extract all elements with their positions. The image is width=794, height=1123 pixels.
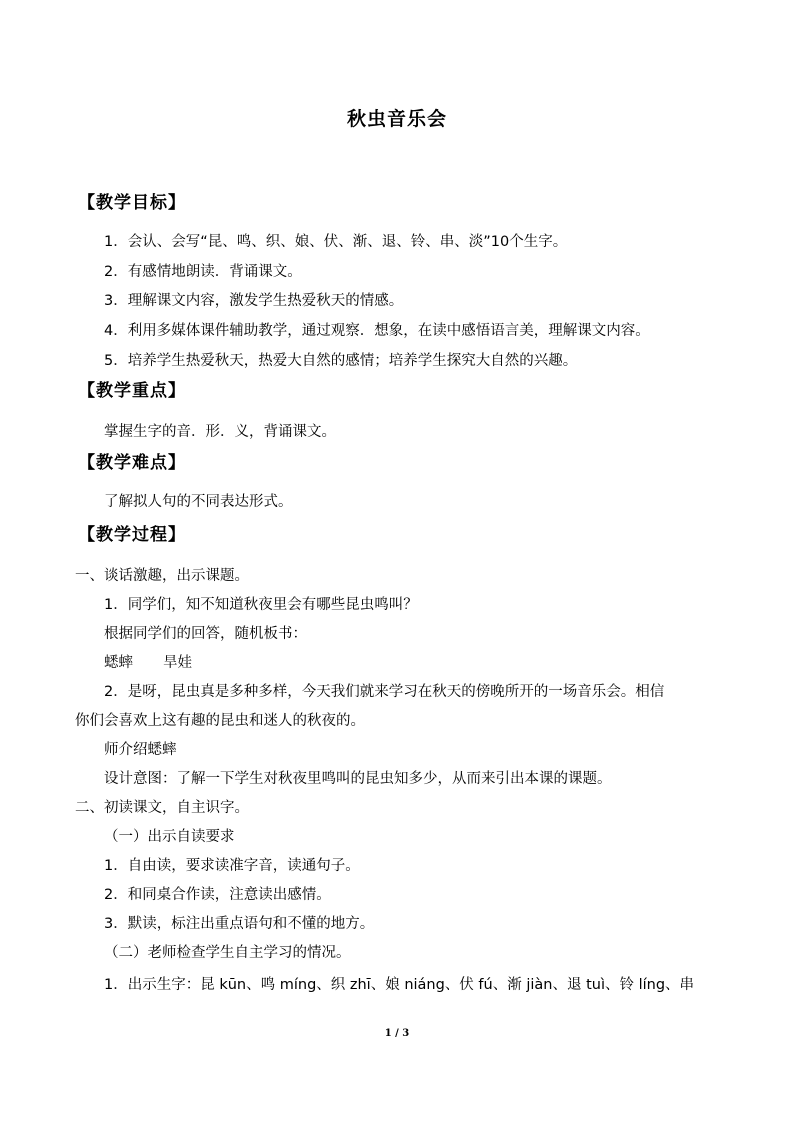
key-points-text: 掌握生字的音．形．义，背诵课文。 [104, 424, 336, 440]
difficulty-heading: 【教学难点】 [78, 453, 186, 473]
page-indicator: 1 / 3 [384, 1028, 410, 1039]
part2-item-2: 2．和同桌合作读，注意读出感情。 [104, 887, 331, 903]
goal-item-3: 3．理解课文内容，激发学生热爱秋天的情感。 [104, 293, 404, 309]
goal-item-5: 5．培养学生热爱秋天，热爱大自然的感情；培养学生探究大自然的兴趣。 [104, 353, 578, 369]
part1-item2-line1: 2．是呀，昆虫真是多种多样，今天我们就来学习在秋天的傍晚所开的一场音乐会。相信 [104, 684, 665, 700]
part2-subheading-1: （一）出示自读要求 [104, 829, 235, 845]
part1-board-writing [104, 653, 192, 673]
board-word-cricket: 蟋蟀 [104, 655, 133, 671]
part2-item-3: 3．默读，标注出重点语句和不懂的地方。 [104, 916, 375, 932]
part2-new-characters: 1．出示生字：昆 kūn、鸣 míng、织 zhī、娘 niáng、伏 fú、渐 jiàn、退 tuì、铃 líng、串 [104, 977, 695, 993]
key-points-heading: 【教学重点】 [78, 381, 186, 401]
part1-question: 1．同学们，知不知道秋夜里会有哪些昆虫鸣叫？ [104, 597, 418, 613]
goal-item-4: 4．利用多媒体课件辅助教学，通过观察．想象，在读中感悟语言美，理解课文内容。 [104, 323, 650, 339]
part1-answer-note: 根据同学们的回答，随机板书： [104, 626, 307, 642]
part1-item2-line2: 你们会喜欢上这有趣的昆虫和迷人的秋夜的。 [75, 713, 365, 729]
difficulty-text: 了解拟人句的不同表达形式。 [104, 494, 293, 510]
board-word-frog: 旱娃 [163, 655, 192, 671]
part1-title: 一、谈话激趣，出示课题。 [75, 568, 249, 584]
goal-item-2: 2．有感情地朗读．背诵课文。 [104, 264, 302, 280]
page-title: 秋虫音乐会 [346, 108, 447, 130]
part1-design-intent: 设计意图：了解一下学生对秋夜里鸣叫的昆虫知多少，从而来引出本课的课题。 [104, 771, 612, 787]
part2-title: 二、初读课文，自主识字。 [75, 800, 249, 816]
part2-item-1: 1．自由读，要求读准字音，读通句子。 [104, 858, 360, 874]
goal-item-1: 1．会认、会写“昆、鸣、织、娘、伏、渐、退、铃、串、淡”10个生字。 [104, 234, 568, 250]
goals-heading: 【教学目标】 [78, 193, 186, 213]
process-heading: 【教学过程】 [78, 525, 186, 545]
part2-subheading-2: （二）老师检查学生自主学习的情况。 [104, 945, 351, 961]
part1-teacher-intro: 师介绍蟋蟀 [104, 742, 177, 758]
